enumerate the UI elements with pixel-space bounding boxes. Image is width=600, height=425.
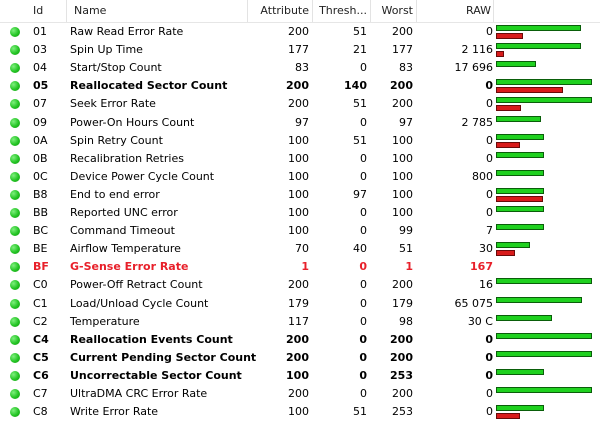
threshold-bar-red	[496, 105, 521, 111]
worst-value: 98	[399, 314, 413, 328]
attribute-id: C8	[33, 405, 48, 419]
attribute-id: C6	[33, 368, 49, 382]
attribute-value: 100	[286, 368, 309, 382]
attribute-id: C1	[33, 296, 48, 310]
attribute-id: 03	[33, 43, 47, 57]
attribute-value: 177	[288, 43, 309, 57]
threshold-value: 21	[353, 43, 367, 57]
value-bars	[496, 332, 600, 348]
status-ok-icon	[10, 172, 20, 182]
attribute-name: Uncorrectable Sector Count	[70, 368, 242, 382]
status-ok-icon	[10, 45, 20, 55]
worst-value: 177	[392, 43, 413, 57]
threshold-bar-red	[496, 196, 543, 202]
raw-value: 2 785	[461, 115, 493, 129]
table-row[interactable]	[0, 59, 600, 77]
attribute-name: Device Power Cycle Count	[70, 169, 215, 183]
attribute-name: Start/Stop Count	[70, 61, 162, 75]
attribute-name: Command Timeout	[70, 224, 175, 238]
threshold-bar-red	[496, 33, 523, 39]
raw-value: 0	[485, 79, 493, 93]
attribute-value: 1	[301, 260, 309, 274]
table-row[interactable]	[0, 186, 600, 204]
threshold-value: 0	[360, 115, 367, 129]
column-header-id[interactable]: Id	[33, 4, 44, 17]
worst-value: 83	[399, 61, 413, 75]
table-row[interactable]	[0, 240, 600, 258]
threshold-value: 0	[359, 350, 367, 364]
attribute-id: 0B	[33, 151, 48, 165]
raw-value: 2 116	[461, 43, 493, 57]
value-bars	[496, 115, 600, 131]
raw-value: 0	[485, 368, 493, 382]
threshold-value: 0	[360, 224, 367, 238]
threshold-value: 0	[360, 151, 367, 165]
value-bars	[496, 241, 600, 257]
attribute-value: 200	[286, 332, 309, 346]
attribute-name: UltraDMA CRC Error Rate	[70, 387, 208, 400]
worst-value: 99	[399, 224, 413, 238]
status-ok-icon	[10, 81, 20, 91]
value-bars	[496, 187, 600, 203]
value-bar-green	[496, 170, 544, 176]
raw-value: 0	[486, 133, 493, 147]
value-bar-green	[496, 242, 530, 248]
worst-value: 100	[392, 187, 413, 201]
table-row[interactable]	[0, 204, 600, 222]
threshold-bar-red	[496, 142, 520, 148]
value-bar-green	[496, 134, 544, 140]
attribute-id: B8	[33, 187, 48, 201]
value-bars	[496, 42, 600, 58]
value-bar-green	[496, 224, 544, 230]
value-bars	[496, 205, 600, 221]
attribute-id: BC	[33, 224, 49, 238]
raw-value: 0	[485, 332, 493, 346]
value-bar-green	[496, 152, 544, 158]
value-bar-green	[496, 315, 552, 321]
value-bar-green	[496, 25, 581, 31]
worst-value: 200	[392, 387, 413, 400]
attribute-id: 07	[33, 97, 47, 111]
attribute-name: Raw Read Error Rate	[70, 25, 184, 38]
attribute-id: 01	[33, 25, 47, 38]
attribute-name: G-Sense Error Rate	[70, 260, 189, 274]
value-bars	[496, 223, 600, 239]
table-row[interactable]	[0, 150, 600, 168]
attribute-id: C7	[33, 387, 48, 400]
attribute-name: Reallocation Events Count	[70, 332, 233, 346]
raw-value: 0	[486, 25, 493, 38]
attribute-id: 05	[33, 79, 49, 93]
table-row[interactable]	[0, 222, 600, 240]
table-row[interactable]	[0, 349, 600, 367]
attribute-name: Reported UNC error	[70, 206, 178, 219]
table-row[interactable]	[0, 276, 600, 294]
table-row[interactable]	[0, 258, 600, 276]
table-row[interactable]	[0, 168, 600, 186]
threshold-value: 0	[359, 332, 367, 346]
attribute-value: 200	[286, 350, 309, 364]
attribute-name: Load/Unload Cycle Count	[70, 296, 209, 310]
column-divider[interactable]	[416, 0, 417, 22]
value-bars	[496, 259, 600, 275]
threshold-bar-red	[496, 51, 504, 57]
worst-value: 1	[405, 260, 413, 274]
column-header-attribute[interactable]: Attribute	[260, 4, 309, 17]
threshold-value: 140	[344, 79, 367, 93]
value-bar-green	[496, 369, 544, 375]
worst-value: 200	[390, 332, 413, 346]
raw-value: 17 696	[454, 61, 493, 75]
status-ok-icon	[10, 280, 20, 290]
worst-value: 100	[392, 169, 413, 183]
value-bars	[496, 24, 600, 40]
status-ok-icon	[10, 136, 20, 146]
threshold-value: 0	[360, 206, 367, 219]
threshold-value: 0	[360, 296, 367, 310]
attribute-name: Airflow Temperature	[70, 242, 181, 256]
raw-value: 30 C	[467, 314, 493, 328]
worst-value: 200	[390, 79, 413, 93]
worst-value: 200	[390, 350, 413, 364]
attribute-name: Spin Up Time	[70, 43, 143, 57]
value-bar-green	[496, 405, 544, 411]
value-bar-green	[496, 116, 541, 122]
raw-value: 0	[486, 405, 493, 419]
attribute-value: 70	[295, 242, 309, 256]
column-divider[interactable]	[312, 0, 313, 22]
attribute-value: 200	[288, 387, 309, 400]
status-ok-icon	[10, 407, 20, 417]
table-row[interactable]	[0, 367, 600, 385]
table-row[interactable]	[0, 95, 600, 113]
status-ok-icon	[10, 389, 20, 399]
attribute-id: 0A	[33, 133, 48, 147]
attribute-value: 117	[288, 314, 309, 328]
worst-value: 179	[392, 296, 413, 310]
value-bars	[496, 151, 600, 167]
table-row[interactable]	[0, 403, 600, 421]
value-bar-green	[496, 297, 582, 303]
attribute-name: Power-On Hours Count	[70, 115, 195, 129]
raw-value: 0	[486, 206, 493, 219]
table-row[interactable]	[0, 331, 600, 349]
value-bar-green	[496, 278, 592, 284]
threshold-value: 0	[360, 61, 367, 75]
column-divider[interactable]	[370, 0, 371, 22]
worst-value: 200	[392, 278, 413, 292]
attribute-id: BF	[33, 260, 49, 274]
threshold-value: 97	[353, 187, 367, 201]
threshold-value: 0	[360, 314, 367, 328]
table-row[interactable]	[0, 114, 600, 132]
value-bars	[496, 133, 600, 149]
attribute-value: 200	[288, 97, 309, 111]
column-divider[interactable]	[247, 0, 248, 22]
attribute-id: C0	[33, 278, 48, 292]
value-bars	[496, 404, 600, 420]
attribute-value: 179	[288, 296, 309, 310]
value-bar-green	[496, 79, 592, 85]
raw-value: 0	[486, 387, 493, 400]
attribute-value: 83	[295, 61, 309, 75]
value-bar-green	[496, 387, 592, 393]
value-bars	[496, 350, 600, 366]
attribute-name: Current Pending Sector Count	[70, 350, 257, 364]
threshold-value: 0	[359, 368, 367, 382]
attribute-name: Temperature	[70, 314, 140, 328]
value-bar-green	[496, 333, 592, 339]
attribute-id: 04	[33, 61, 47, 75]
status-ok-icon	[10, 190, 20, 200]
attribute-id: C5	[33, 350, 49, 364]
raw-value: 0	[485, 350, 493, 364]
attribute-name: End to end error	[70, 187, 160, 201]
threshold-value: 0	[360, 387, 367, 400]
raw-value: 30	[479, 242, 493, 256]
value-bar-green	[496, 97, 592, 103]
value-bar-green	[496, 206, 544, 212]
value-bar-green	[496, 61, 536, 67]
status-ok-icon	[10, 299, 20, 309]
worst-value: 51	[399, 242, 413, 256]
attribute-value: 100	[288, 405, 309, 419]
column-header-raw[interactable]: RAW	[466, 4, 491, 17]
threshold-bar-red	[496, 250, 515, 256]
table-row[interactable]	[0, 23, 600, 41]
value-bars	[496, 296, 600, 312]
worst-value: 100	[392, 151, 413, 165]
threshold-value: 40	[353, 242, 367, 256]
attribute-value: 97	[295, 115, 309, 129]
worst-value: 253	[392, 405, 413, 419]
threshold-value: 51	[353, 25, 367, 38]
raw-value: 7	[486, 224, 493, 238]
threshold-value: 0	[359, 260, 367, 274]
raw-value: 65 075	[454, 296, 493, 310]
attribute-name: Spin Retry Count	[70, 133, 163, 147]
attribute-id: C2	[33, 314, 48, 328]
threshold-value: 51	[353, 97, 367, 111]
attribute-value: 100	[288, 151, 309, 165]
worst-value: 100	[392, 206, 413, 219]
worst-value: 100	[392, 133, 413, 147]
value-bar-green	[496, 43, 581, 49]
raw-value: 0	[486, 151, 493, 165]
status-ok-icon	[10, 63, 20, 73]
raw-value: 0	[486, 97, 493, 111]
table-row[interactable]	[0, 385, 600, 403]
column-header-worst[interactable]: Worst	[381, 4, 413, 17]
attribute-id: BE	[33, 242, 48, 256]
status-ok-icon	[10, 27, 20, 37]
attribute-name: Write Error Rate	[70, 405, 159, 419]
attribute-value: 100	[288, 169, 309, 183]
worst-value: 200	[392, 25, 413, 38]
attribute-name: Seek Error Rate	[70, 97, 156, 111]
attribute-id: BB	[33, 206, 49, 219]
value-bars	[496, 277, 600, 293]
table-row[interactable]	[0, 77, 600, 95]
value-bar-green	[496, 351, 592, 357]
table-row[interactable]	[0, 295, 600, 313]
status-ok-icon	[10, 118, 20, 128]
attribute-name: Power-Off Retract Count	[70, 278, 203, 292]
raw-value: 167	[470, 260, 493, 274]
value-bar-green	[496, 188, 544, 194]
status-ok-icon	[10, 262, 20, 272]
attribute-value: 100	[288, 187, 309, 201]
attribute-id: C4	[33, 332, 49, 346]
status-ok-icon	[10, 335, 20, 345]
column-divider[interactable]	[66, 0, 67, 22]
attribute-value: 200	[288, 25, 309, 38]
attribute-value: 200	[288, 278, 309, 292]
status-ok-icon	[10, 353, 20, 363]
worst-value: 200	[392, 97, 413, 111]
attribute-id: 09	[33, 115, 47, 129]
table-header	[0, 0, 600, 23]
attribute-name: Reallocated Sector Count	[70, 79, 228, 93]
attribute-value: 100	[288, 224, 309, 238]
column-divider[interactable]	[493, 0, 494, 22]
attribute-value: 100	[288, 133, 309, 147]
threshold-value: 0	[360, 278, 367, 292]
table-row[interactable]	[0, 132, 600, 150]
value-bars	[496, 386, 600, 402]
status-ok-icon	[10, 208, 20, 218]
status-ok-icon	[10, 154, 20, 164]
status-ok-icon	[10, 226, 20, 236]
raw-value: 800	[472, 169, 493, 183]
value-bars	[496, 314, 600, 330]
column-header-threshold[interactable]: Thresh...	[319, 4, 367, 17]
table-row[interactable]	[0, 41, 600, 59]
status-ok-icon	[10, 317, 20, 327]
raw-value: 0	[486, 187, 493, 201]
attribute-id: 0C	[33, 169, 48, 183]
table-row[interactable]	[0, 313, 600, 331]
status-ok-icon	[10, 99, 20, 109]
value-bars	[496, 169, 600, 185]
status-ok-icon	[10, 244, 20, 254]
value-bars	[496, 96, 600, 112]
raw-value: 16	[479, 278, 493, 292]
threshold-value: 51	[353, 405, 367, 419]
threshold-bar-red	[496, 413, 520, 419]
threshold-value: 51	[353, 133, 367, 147]
value-bars	[496, 78, 600, 94]
value-bars	[496, 60, 600, 76]
threshold-bar-red	[496, 87, 563, 93]
attribute-value: 100	[288, 206, 309, 219]
status-ok-icon	[10, 371, 20, 381]
column-header-name[interactable]: Name	[74, 4, 107, 17]
value-bars	[496, 368, 600, 384]
attribute-value: 200	[286, 79, 309, 93]
threshold-value: 0	[360, 169, 367, 183]
worst-value: 97	[399, 115, 413, 129]
attribute-name: Recalibration Retries	[70, 151, 184, 165]
worst-value: 253	[390, 368, 413, 382]
